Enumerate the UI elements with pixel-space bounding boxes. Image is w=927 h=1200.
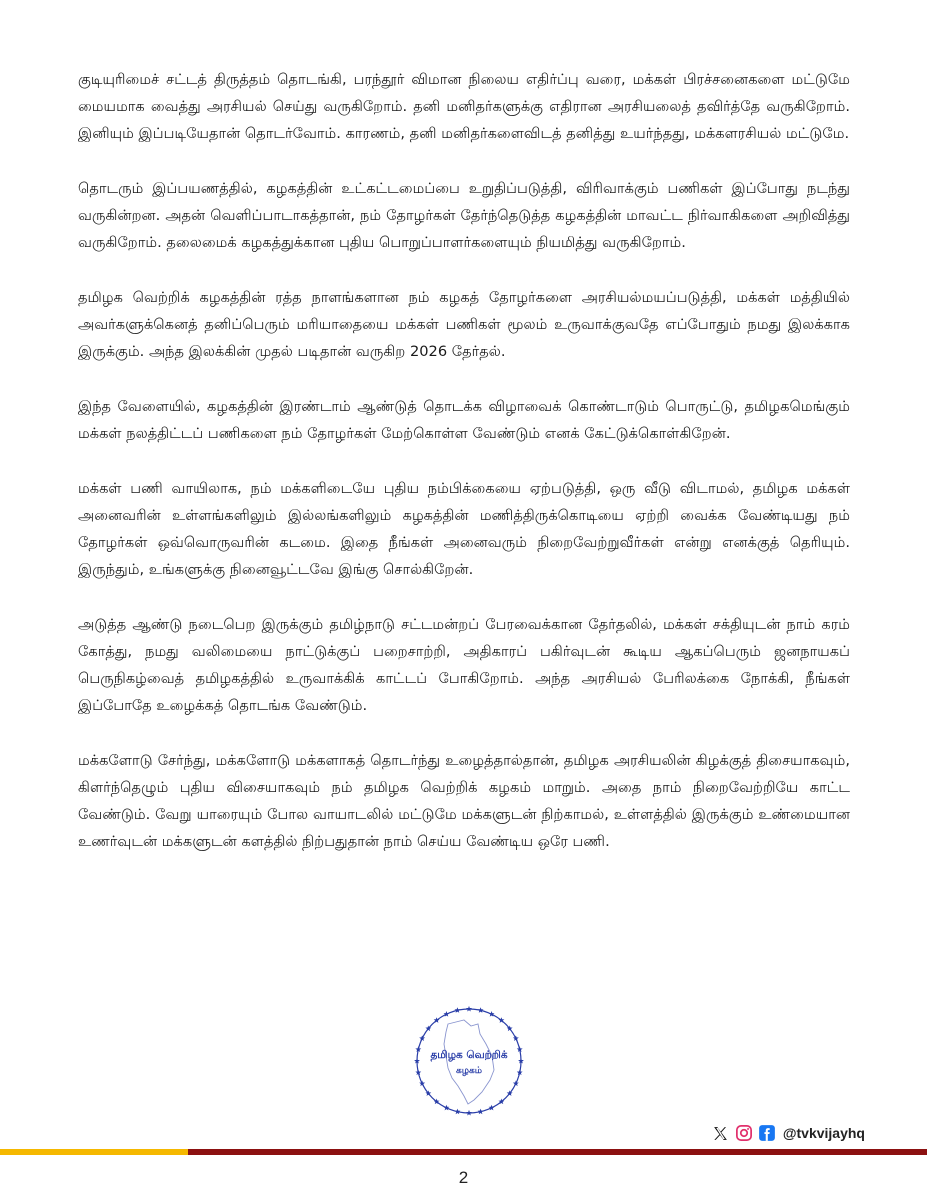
paragraph: இந்த வேளையில், கழகத்தின் இரண்டாம் ஆண்டுத் தொடக்க விழாவைக் கொண்டாடும் பொருட்டு, தமிழகமெங்கும் மக்கள் நலத்திட்டப் பணிகளை நம் தோழர்கள் மேற்கொள்ள வேண்டும் எனக் கேட்டுக்கொள்கிறேன். (78, 398, 850, 442)
paragraph: குடியுரிமைச் சட்டத் திருத்தம் தொடங்கி, பரந்தூர் விமான நிலைய எதிர்ப்பு வரை, மக்கள் பிரச்சனைகளை மட்டுமே மையமாக வைத்து அரசியல் செய்து வருகிறோம். தனி மனிதர்களுக்கு எதிரான அரசியலைத் தவிர்த்தே வருகிறோம். இனியும் இப்படியேதான் தொடர்வோம். காரணம், தனி மனிதர்களைவிடத் தனித்து உயர்ந்தது, மக்களரசியல் மட்டுமே. (78, 71, 850, 142)
facebook-icon[interactable] (758, 1124, 776, 1142)
footer-bar-yellow (0, 1149, 188, 1155)
logo-text-line1: தமிழக வெற்றிக் (430, 1049, 508, 1061)
paragraph: அடுத்த ஆண்டு நடைபெற இருக்கும் தமிழ்நாடு சட்டமன்றப் பேரவைக்கான தேர்தலில், மக்கள் சக்தியுடன் நாம் கரம் கோத்து, நமது வலிமையை நாட்டுக்குப் பறைசாற்றி, அதிகாரப் பகிர்வுடன் கூடிய ஆகப்பெரும் ஜனநாயகப் பெருநிகழ்வைத் தமிழகத்தில் உருவாக்கிக் காட்டப் போகிறோம். அந்த அரசியல் பேரிலக்கை நோக்கி, நீங்கள் இப்போதே உழைக்கத் தொடங்க வேண்டும். (78, 616, 850, 714)
party-logo (408, 1000, 530, 1122)
social-links (712, 1122, 865, 1144)
footer-color-bar (0, 1149, 927, 1155)
page-number: 2 (458, 1168, 469, 1187)
paragraph: மக்களோடு சேர்ந்து, மக்களோடு மக்களாகத் தொடர்ந்து உழைத்தால்தான், தமிழக அரசியலின் கிழக்குத் திசையாகவும், கிளர்ந்தெழும் புதிய விசையாகவும் நம் தமிழக வெற்றிக் கழகம் மாறும். அதை நாம் நிறைவேற்றியே காட்ட வேண்டும். வேறு யாரையும் போல வாயாடலில் மட்டுமே மக்களுடன் நிற்காமல், உள்ளத்தில் இருக்கும் உண்மையான உணர்வுடன் மக்களுடன் களத்தில் நிற்பதுதான் நாம் செய்ய வேண்டிய ஒரே பணி. (78, 752, 850, 850)
paragraph: தொடரும் இப்பயணத்தில், கழகத்தின் உட்கட்டமைப்பை உறுதிப்படுத்தி, விரிவாக்கும் பணிகள் இப்போது நடந்து வருகின்றன. அதன் வெளிப்பாடாகத்தான், நம் தோழர்கள் தேர்ந்தெடுத்த கழகத்தின் மாவட்ட நிர்வாகிகளை அறிவித்து வருகிறோம். தலைமைக் கழகத்துக்கான புதிய பொறுப்பாளர்களையும் நியமித்து வருகிறோம். (78, 180, 850, 251)
paragraph: தமிழக வெற்றிக் கழகத்தின் ரத்த நாளங்களான நம் கழகத் தோழர்களை அரசியல்மயப்படுத்தி, மக்கள் மத்தியில் அவர்களுக்கெனத் தனிப்பெரும் மரியாதையை மக்கள் பணிகள் மூலம் உருவாக்குவதே எப்போதும் நமது இலக்காக இருக்கும். அந்த இலக்கின் முதல் படிதான் வருகிற 2026 தேர்தல். (78, 289, 850, 360)
instagram-icon[interactable] (735, 1124, 753, 1142)
footer-bar-red (188, 1149, 927, 1155)
social-handle[interactable]: @tvkvijayhq (782, 1125, 865, 1141)
x-icon[interactable] (712, 1124, 730, 1142)
paragraph: மக்கள் பணி வாயிலாக, நம் மக்களிடையே புதிய நம்பிக்கையை ஏற்படுத்தி, ஒரு வீடு விடாமல், தமிழக மக்கள் அனைவரின் உள்ளங்களிலும் இல்லங்களிலும் கழகத்தின் மணித்திருக்கொடியை ஏற்றி வைக்க வேண்டியது நம் தோழர்கள் ஒவ்வொருவரின் கடமை. இதை நீங்கள் அனைவரும் நிறைவேற்றுவீர்கள் என்று எனக்குத் தெரியும். இருந்தும், உங்களுக்கு நினைவூட்டவே இங்கு சொல்கிறேன். (78, 480, 850, 578)
letter-body (78, 66, 850, 883)
logo-text-line2: கழகம் (456, 1066, 482, 1076)
tvk-party-emblem-icon (408, 1000, 530, 1122)
